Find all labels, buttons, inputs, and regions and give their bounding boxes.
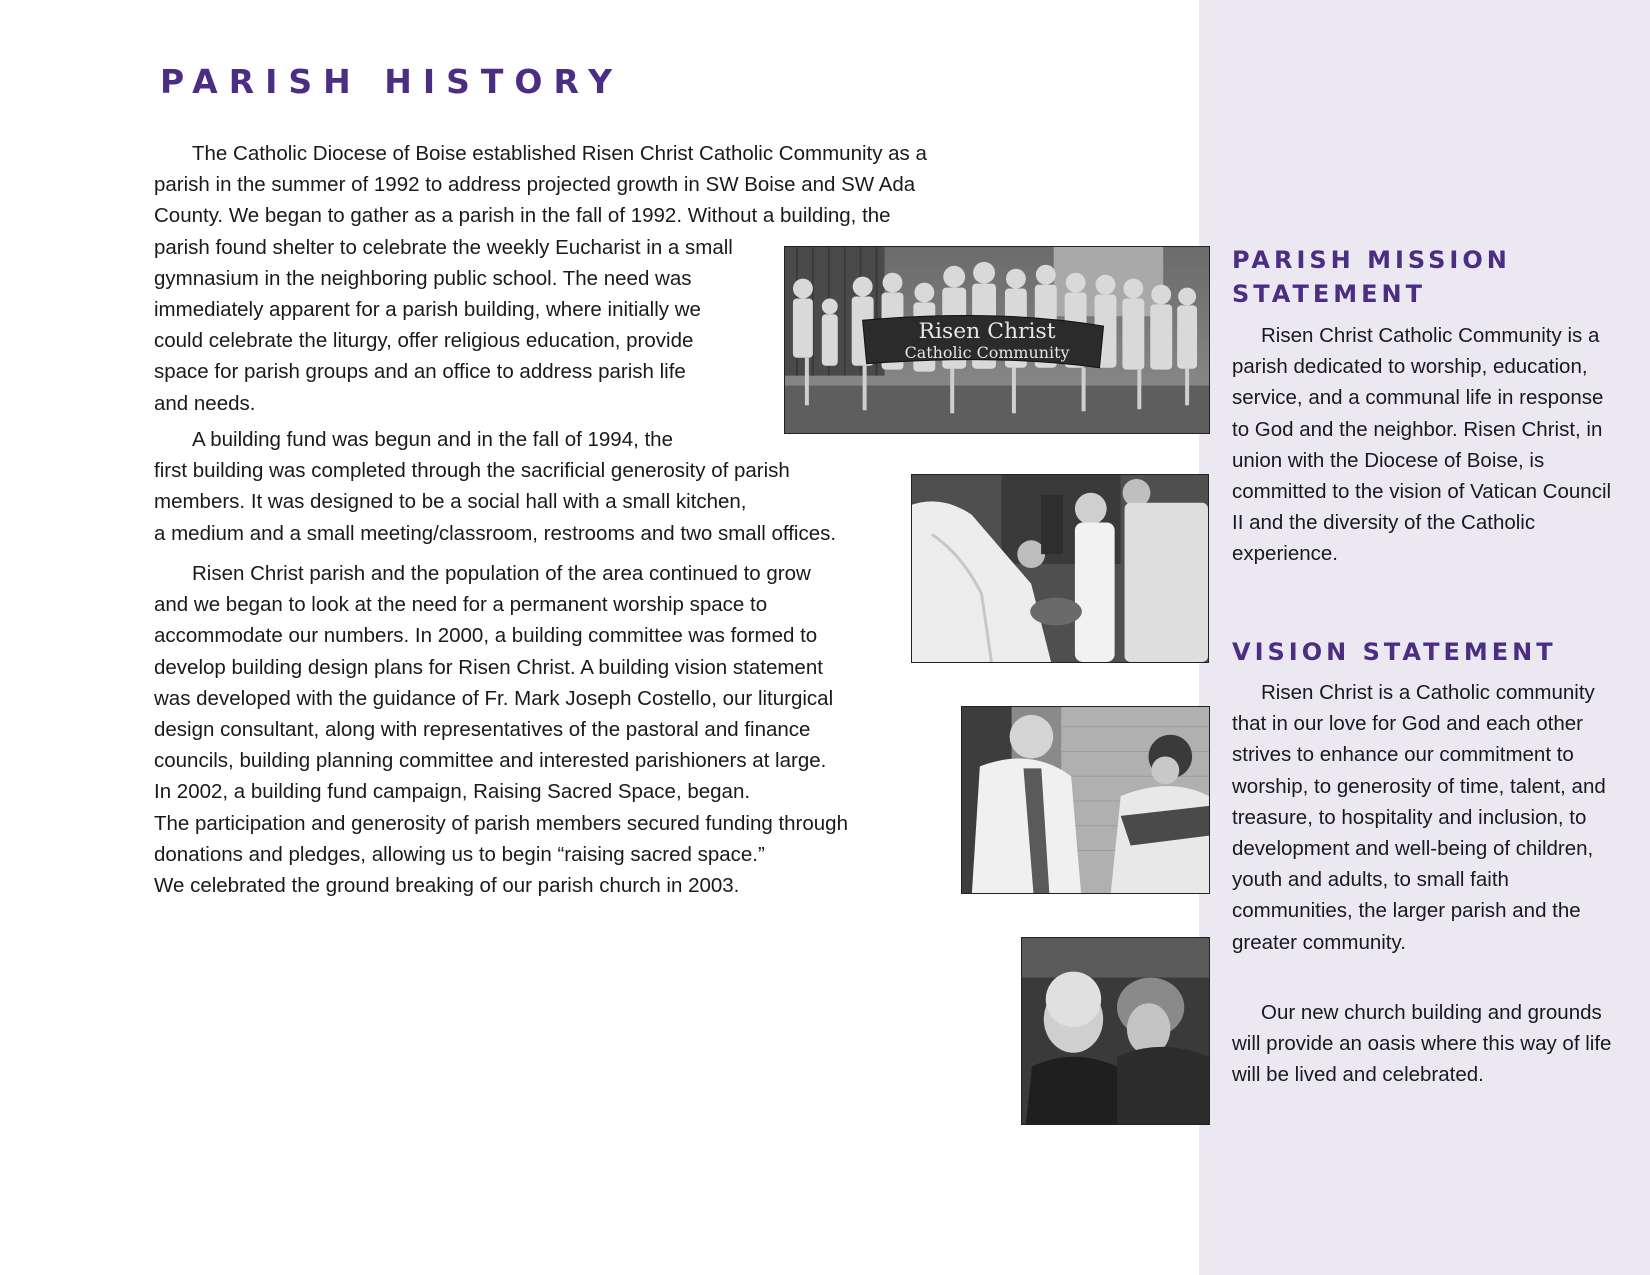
mission-heading xyxy=(1232,243,1511,311)
mission-heading-line: PARISH MISSION xyxy=(1232,246,1511,274)
priest-photo xyxy=(961,706,1210,894)
text-line: County. We began to gather as a parish in the fall of 1992. Without a building, the xyxy=(154,204,891,228)
text-line: gymnasium in the neighboring public school. The need was xyxy=(154,266,692,290)
text-line: was developed with the guidance of Fr. Mark Joseph Costello, our liturgical xyxy=(154,686,834,710)
text-line: The Catholic Diocese of Boise established Risen Christ Catholic Community as a xyxy=(192,142,927,165)
text-line: members. It was designed to be a social hall with a small kitchen, xyxy=(154,490,747,514)
text-line: and we began to look at the need for a permanent worship space to xyxy=(154,593,768,617)
history-paragraph-2 xyxy=(154,424,836,549)
mission-statement-text: Risen Christ Catholic Community is a parish dedicated to worship, education, service, and a communal life in response to God and the neighbor. Risen Christ, in union with the Diocese of Boise, is committed to the vision of Vatican Council II and the diversity of the Catholic experience. xyxy=(1232,324,1612,566)
vision-statement-text-2: Our new church building and grounds will provide an oasis where this way of life will be lived and celebrated. xyxy=(1232,1001,1612,1087)
group-banner-photo xyxy=(784,246,1210,434)
banner-text-line-1: Risen Christ xyxy=(918,319,1056,345)
text-line: and needs. xyxy=(154,391,256,415)
text-line: immediately apparent for a parish building, where initially we xyxy=(154,298,701,322)
text-line: In 2002, a building fund campaign, Raising Sacred Space, began. xyxy=(154,780,751,804)
mission-heading-line: STATEMENT xyxy=(1232,280,1427,308)
text-line: parish found shelter to celebrate the weekly Eucharist in a small xyxy=(154,235,733,259)
text-line: donations and pledges, allowing us to begin “raising sacred space.” xyxy=(154,842,765,866)
text-line: A building fund was begun and in the fall of 1994, the xyxy=(192,428,673,451)
text-line: councils, building planning committee and interested parishioners at large. xyxy=(154,749,827,773)
text-line: parish in the summer of 1992 to address projected growth in SW Boise and SW Ada xyxy=(154,173,916,197)
vision-heading: VISION STATEMENT xyxy=(1232,638,1557,666)
baptism-photo xyxy=(911,474,1209,663)
text-line: first building was completed through the sacrificial generosity of parish xyxy=(154,459,790,483)
text-line: space for parish groups and an office to address parish life xyxy=(154,360,686,384)
banner-text-line-2: Catholic Community xyxy=(904,342,1070,362)
text-line: We celebrated the ground breaking of our parish church in 2003. xyxy=(154,874,740,898)
parishioners-photo xyxy=(1021,937,1210,1125)
text-line: design consultant, along with representatives of the pastoral and finance xyxy=(154,718,811,742)
text-line: could celebrate the liturgy, offer religious education, provide xyxy=(154,329,694,353)
text-line: The participation and generosity of parish members secured funding through xyxy=(154,811,848,835)
text-line: accommodate our numbers. In 2000, a building committee was formed to xyxy=(154,624,818,648)
text-line: a medium and a small meeting/classroom, restrooms and two small offices. xyxy=(154,521,837,545)
text-line: develop building design plans for Risen Christ. A building vision statement xyxy=(154,655,823,679)
vision-statement-text: Risen Christ is a Catholic community that in our love for God and each other strives to enhance our commitment to worship, to generosity of time, talent, and treasure, to hospitality and inclusion, to development and well-being of children, youth and adults, to small faith communities, the larger parish and the greater community. xyxy=(1232,681,1606,954)
text-line: Risen Christ parish and the population of the area continued to grow xyxy=(192,562,811,585)
page-title: PARISH HISTORY xyxy=(160,62,623,101)
history-paragraph-3 xyxy=(154,558,848,901)
